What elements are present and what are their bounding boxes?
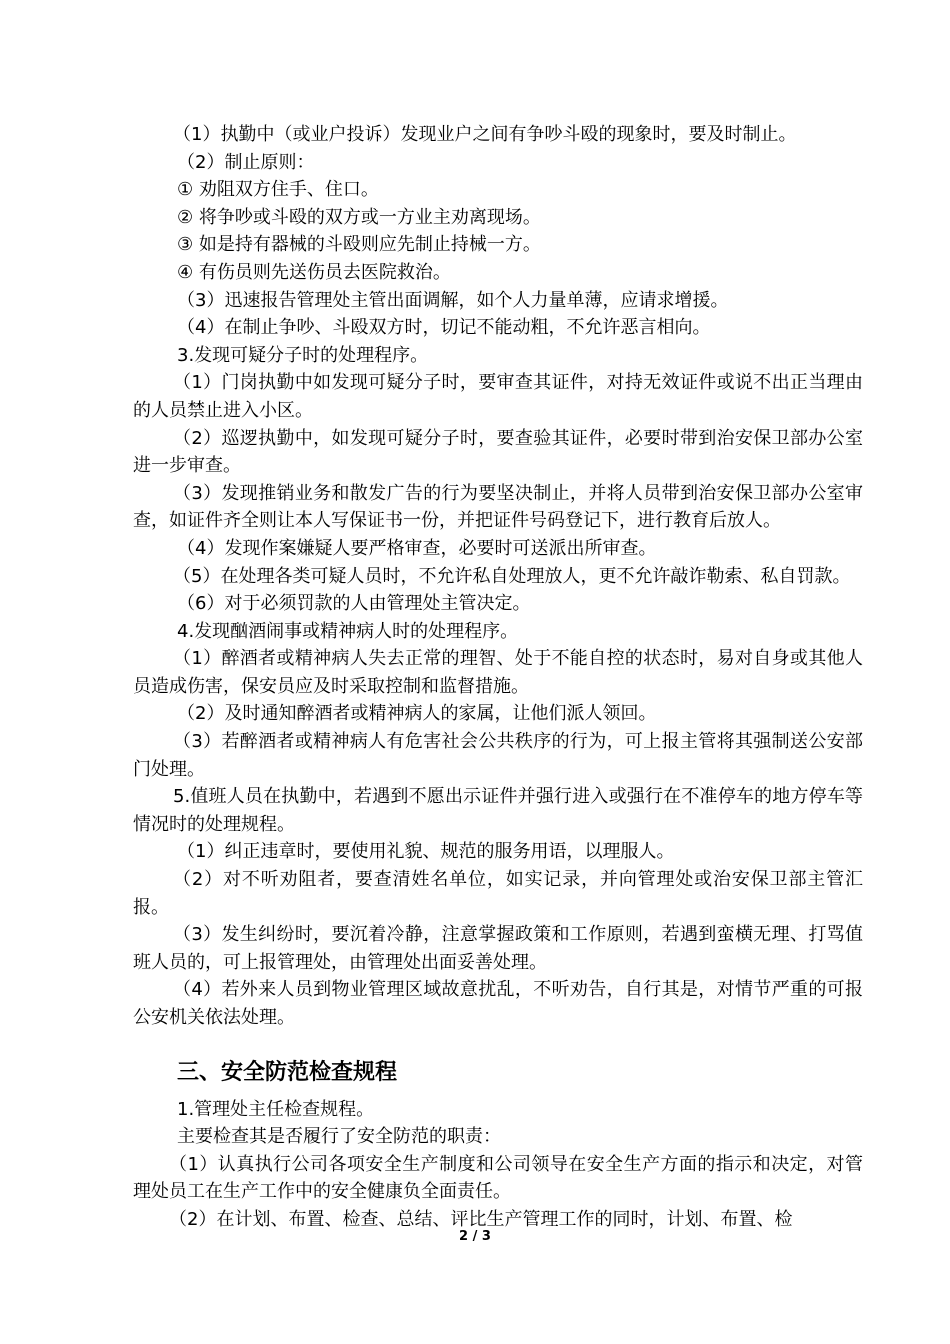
paragraph: （1）执勤中（或业户投诉）发现业户之间有争吵斗殴的现象时，要及时制止。 xyxy=(173,124,797,145)
paragraph: （1）认真执行公司各项安全生产制度和公司领导在安全生产方面的指示和决定，对管理处员工在生产工作中的安全健康负全面责任。 xyxy=(133,1153,863,1203)
paragraph: （6）对于必须罚款的人由管理处主管决定。 xyxy=(177,593,531,615)
section-subheading: 5.值班人员在执勤中，若遇到不愿出示证件并强行进入或强行在不准停车的地方停车等情况时的处理规程。 xyxy=(133,786,863,835)
paragraph: （5）在处理各类可疑人员时，不允许私自处理放人，更不允许敲诈勒索、私自罚款。 xyxy=(173,565,851,587)
paragraph: （4）在制止争吵、斗殴双方时，切记不能动粗，不允许恶言相向。 xyxy=(177,317,711,339)
paragraph: ② 将争吵或斗殴的双方或一方业主劝离现场。 xyxy=(177,206,541,228)
paragraph: （2）对不听劝阻者，要查清姓名单位，如实记录，并向管理处或治安保卫部主管汇报。 xyxy=(133,869,863,918)
paragraph: （2）巡逻执勤中，如发现可疑分子时，要查验其证件，必要时带到治安保卫部办公室进一步审查。 xyxy=(133,427,863,477)
document-body xyxy=(133,121,863,1234)
paragraph: （2）制止原则： xyxy=(177,151,315,173)
paragraph: （3）发生纠纷时，要沉着冷静，注意掌握政策和工作原则，若遇到蛮横无理、打骂值班人员的，可上报管理处，由管理处出面妥善处理。 xyxy=(133,924,863,973)
paragraph: ① 劝阻双方住手、住口。 xyxy=(177,179,379,201)
section-subheading: 4.发现酗酒闹事或精神病人时的处理程序。 xyxy=(177,620,519,642)
paragraph: （3）发现推销业务和散发广告的行为要坚决制止，并将人员带到治安保卫部办公室审查，如证件齐全则让本人写保证书一份，并把证件号码登记下，进行教育后放人。 xyxy=(133,482,863,532)
section-subheading: 3.发现可疑分子时的处理程序。 xyxy=(177,344,429,366)
paragraph: ④ 有伤员则先送伤员去医院救治。 xyxy=(177,261,451,283)
paragraph: （1）纠正违章时，要使用礼貌、规范的服务用语，以理服人。 xyxy=(177,841,675,863)
paragraph: （3）迅速报告管理处主管出面调解，如个人力量单薄，应请求增援。 xyxy=(177,289,729,311)
section-heading: 三、安全防范检查规程 xyxy=(177,1059,398,1085)
paragraph: 主要检查其是否履行了安全防范的职责： xyxy=(177,1126,501,1148)
paragraph: （1）醉酒者或精神病人失去正常的理智、处于不能自控的状态时，易对自身或其他人员造成伤害，保安员应及时采取控制和监督措施。 xyxy=(133,648,863,697)
paragraph: （4）若外来人员到物业管理区域故意扰乱，不听劝告，自行其是，对情节严重的可报公安机关依法处理。 xyxy=(133,979,863,1028)
paragraph: （4）发现作案嫌疑人要严格审查，必要时可送派出所审查。 xyxy=(177,537,657,559)
section-subheading: 1.管理处主任检查规程。 xyxy=(177,1098,375,1120)
paragraph: （2）在计划、布置、检查、总结、评比生产管理工作的同时，计划、布置、检 xyxy=(169,1208,793,1230)
paragraph: （1）门岗执勤中如发现可疑分子时，要审查其证件，对持无效证件或说不出正当理由的人员禁止进入小区。 xyxy=(133,372,863,421)
page-number: 2 / 3 xyxy=(459,1229,491,1244)
paragraph: ③ 如是持有器械的斗殴则应先制止持械一方。 xyxy=(177,234,541,256)
paragraph: （2）及时通知醉酒者或精神病人的家属，让他们派人领回。 xyxy=(177,703,657,725)
paragraph: （3）若醉酒者或精神病人有危害社会公共秩序的行为，可上报主管将其强制送公安部门处理。 xyxy=(133,731,863,780)
